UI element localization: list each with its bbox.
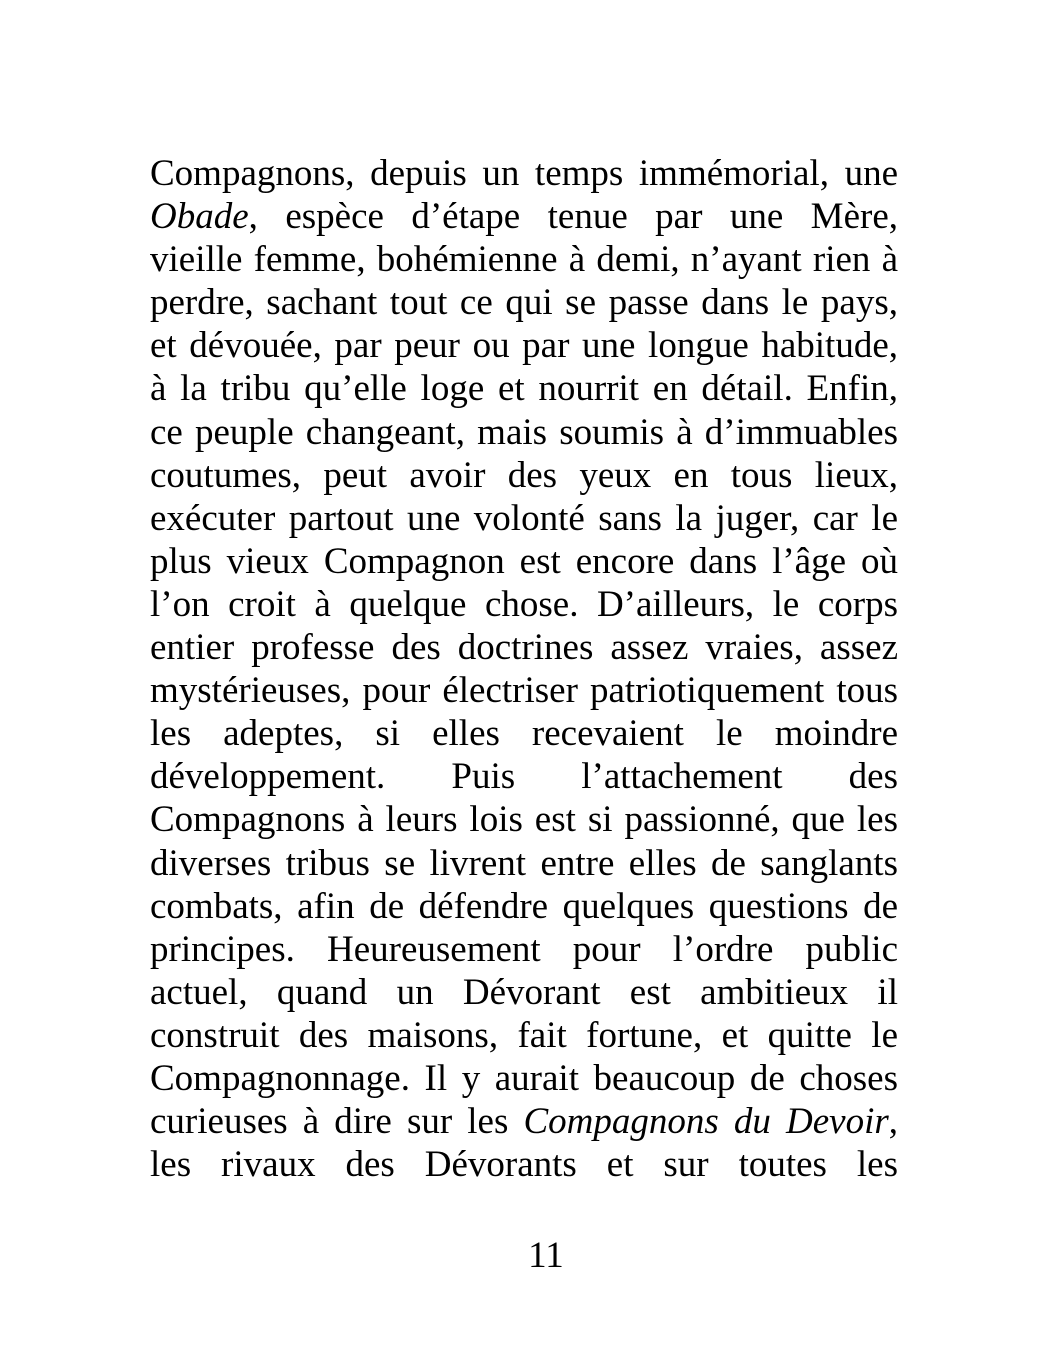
line-text: actuel, quand un Dévorant est ambitieux il (150, 971, 898, 1013)
line-text: principes. Heureusement pour l’ordre public (150, 928, 898, 970)
line-text: les adeptes, si elles recevaient le moindre (150, 713, 898, 755)
line-text: diverses tribus se livrent entre elles de sanglants (150, 842, 898, 884)
line-text: développement. Puis l’attachement des (150, 756, 898, 798)
text-line (150, 1143, 898, 1186)
text-line (150, 626, 898, 669)
line-text: et dévouée, par peur ou par une longue habitude, (150, 325, 898, 367)
italic-term: Compagnons du Devoir (523, 1101, 889, 1143)
text-line (150, 885, 898, 928)
line-text: , (888, 1101, 898, 1143)
text-line (150, 195, 898, 238)
italic-term: Obade (150, 196, 249, 238)
text-line (150, 669, 898, 712)
text-line (150, 238, 898, 281)
line-text: Compagnons à leurs lois est si passionné, que les (150, 799, 898, 841)
line-text: Compagnons, depuis un temps immémorial, une (150, 153, 898, 194)
text-line (150, 367, 898, 410)
line-text: combats, afin de défendre quelques questions de (150, 885, 898, 927)
line-text: plus vieux Compagnon est encore dans l’âge où (150, 540, 898, 582)
line-text: exécuter partout une volonté sans la juger, car le (150, 497, 898, 539)
line-text: l’on croit à quelque chose. D’ailleurs, le corps (150, 583, 898, 625)
line-text: , espèce d’étape tenue par une Mère, (248, 196, 898, 238)
line-text: Compagnonnage. Il y aurait beaucoup de choses (150, 1057, 898, 1099)
text-line (150, 1100, 898, 1143)
line-text: entier professe des doctrines assez vraies, assez (150, 627, 898, 669)
text-line (150, 755, 898, 798)
text-line (150, 497, 898, 540)
text-line (150, 712, 898, 755)
text-line (150, 842, 898, 885)
page-number: 11 (528, 1235, 564, 1276)
text-line (150, 1057, 898, 1100)
text-line (150, 971, 898, 1014)
text-line (150, 928, 898, 971)
line-text: construit des maisons, fait fortune, et quitte le (150, 1014, 898, 1056)
line-text: vieille femme, bohémienne à demi, n’ayant rien à (150, 239, 898, 281)
line-text: à la tribu qu’elle loge et nourrit en détail. Enfin, (150, 368, 898, 410)
text-line (150, 540, 898, 583)
text-line (150, 324, 898, 367)
line-text: coutumes, peut avoir des yeux en tous lieux, (150, 454, 898, 496)
line-text: ce peuple changeant, mais soumis à d’immuables (150, 411, 898, 453)
text-line (150, 1014, 898, 1057)
line-text: les rivaux des Dévorants et sur toutes les (150, 1144, 898, 1186)
text-line (150, 152, 898, 195)
line-text: mystérieuses, pour électriser patriotiquement tous (150, 670, 898, 712)
line-text: curieuses à dire sur les (150, 1101, 524, 1143)
line-text: perdre, sachant tout ce qui se passe dans le pays, (150, 282, 898, 324)
body-text (150, 152, 898, 1186)
text-line (150, 798, 898, 841)
text-line (150, 281, 898, 324)
text-line (150, 583, 898, 626)
text-line (150, 454, 898, 497)
text-line (150, 411, 898, 454)
